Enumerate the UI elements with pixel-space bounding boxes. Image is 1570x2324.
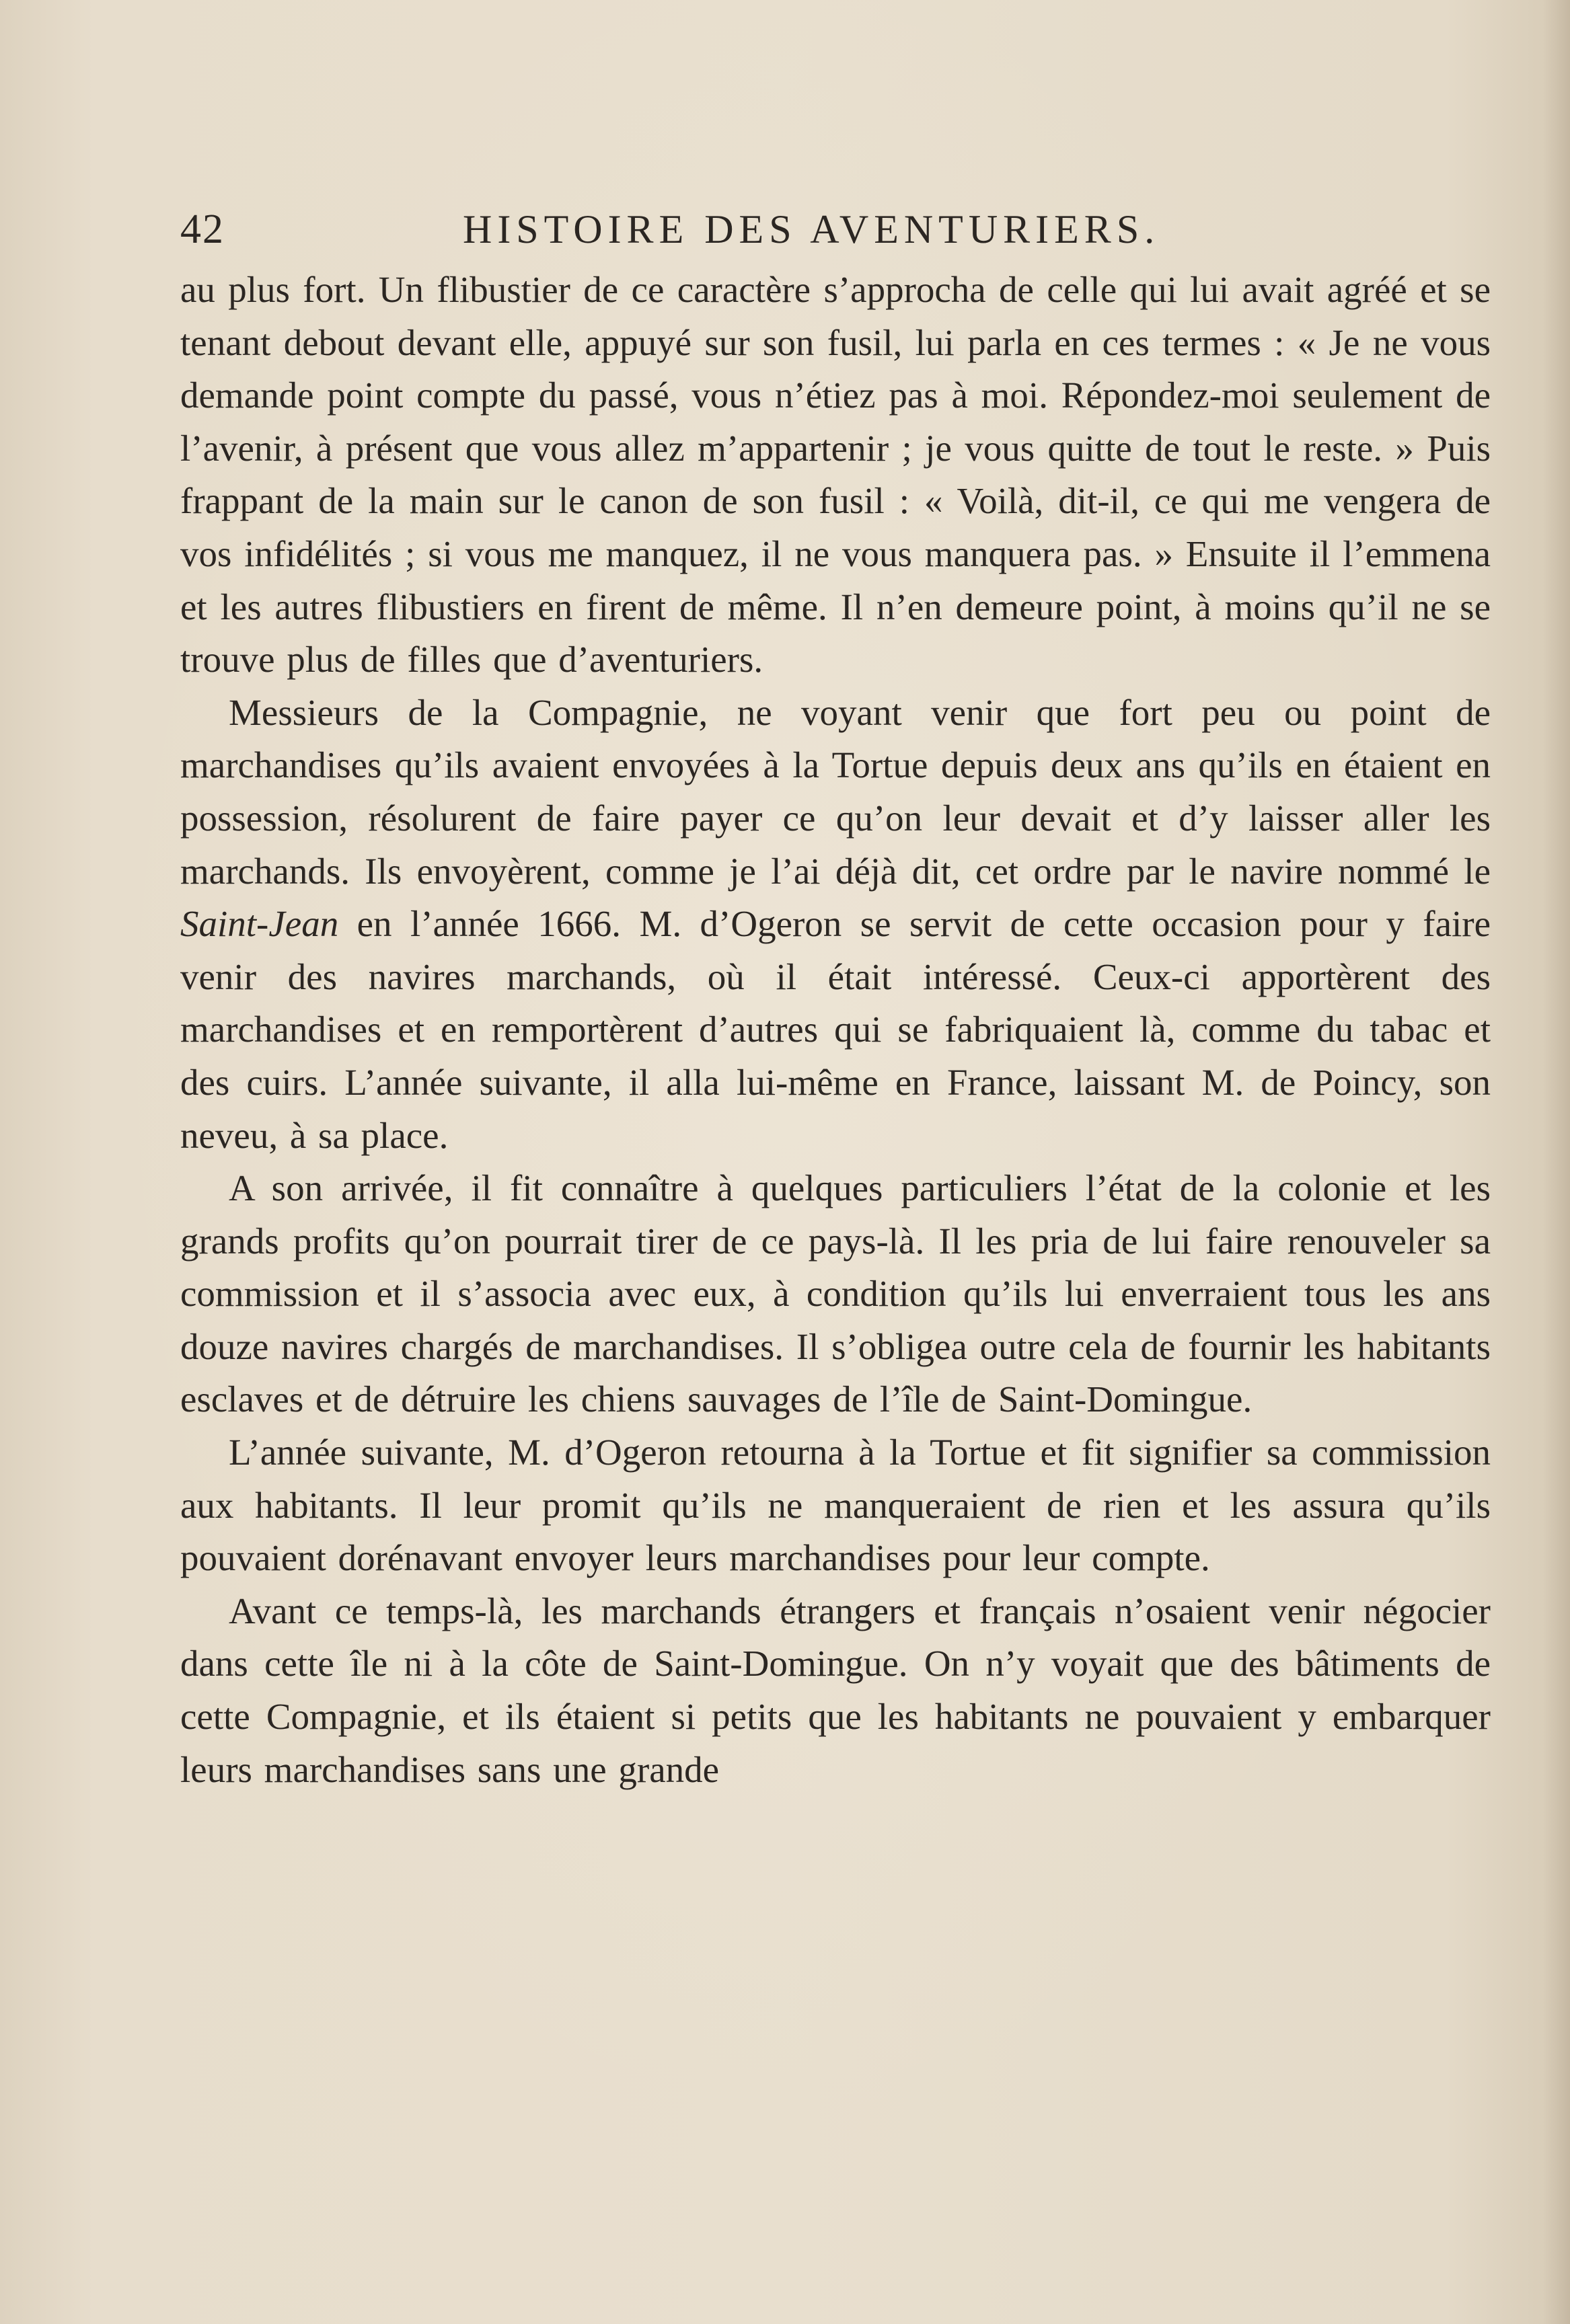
paragraph-2-text-b: en l’année 1666. M. d’Ogeron se servit de cette occasion pour y faire venir des navires marchands, où il était intéressé. Ceux-ci apportèrent des marchandises et en remportèrent d’autres qui se fabriquaient là, comme du tabac et des cuirs. L’année suivante, il alla lui-même en France, laissant M. de Poincy, son neveu, à sa place. <box>180 903 1491 1156</box>
paragraph-2-text-a: Messieurs de la Compagnie, ne voyant venir que fort peu ou point de marchandises qu’ils avaient envoyées à la Tortue depuis deux ans qu’ils en étaient en possession, résolurent de faire payer ce qu’on leur devait et d’y laisser aller les marchands. Ils envoyèrent, comme je l’ai déjà dit, cet ordre par le navire nommé le <box>180 691 1491 892</box>
paragraph-1: au plus fort. Un flibustier de ce caractère s’approcha de celle qui lui avait agréé et se tenant debout devant elle, appuyé sur son fusil, lui parla en ces termes : « Je ne vous demande point compte du passé, vous n’étiez pas à moi. Répondez-moi seulement de l’avenir, à présent que vous allez m’appartenir ; je vous quitte de tout le reste. » Puis frappant de la main sur le canon de son fusil : « Voilà, dit-il, ce qui me vengera de vos infidélités ; si vous me manquez, il ne vous manquera pas. » Ensuite il l’emmena et les autres flibustiers en firent de même. Il n’en demeure point, à moins qu’il ne se trouve plus de filles que d’aventuriers. <box>180 269 1491 681</box>
paragraph-5: Avant ce temps-là, les marchands étrangers et français n’osaient venir négocier dans cette île ni à la côte de Saint-Domingue. On n’y voyait que des bâtiments de cette Compagnie, et ils étaient si petits que les habitants ne pouvaient y embarquer leurs marchandises sans une grande <box>180 1590 1491 1790</box>
paragraph-4: L’année suivante, M. d’Ogeron retourna à la Tortue et fit signifier sa commission aux habitants. Il leur promit qu’ils ne manqueraient de rien et les assura qu’ils pouvaient dorénavant envoyer leurs marchandises pour leur compte. <box>180 1432 1491 1579</box>
ship-name: Saint-Jean <box>180 903 339 945</box>
body-text <box>180 264 1491 1796</box>
page-header <box>180 199 1499 260</box>
page-edge-shadow <box>1543 0 1570 2324</box>
paragraph-2 <box>180 687 1491 1162</box>
paragraph-3: A son arrivée, il fit connaître à quelques particuliers l’état de la colonie et les grands profits qu’on pourrait tirer de ce pays-là. Il les pria de lui faire renouveler sa commission et il s’associa avec eux, à condition qu’ils lui enverraient tous les ans douze navires chargés de marchandises. Il s’obligea outre cela de fournir les habitants esclaves et de détruire les chiens sauvages de l’île de Saint-Domingue. <box>180 1167 1491 1420</box>
page-number: 42 <box>180 206 225 252</box>
running-title: HISTOIRE DES AVENTURIERS. <box>463 207 1160 251</box>
